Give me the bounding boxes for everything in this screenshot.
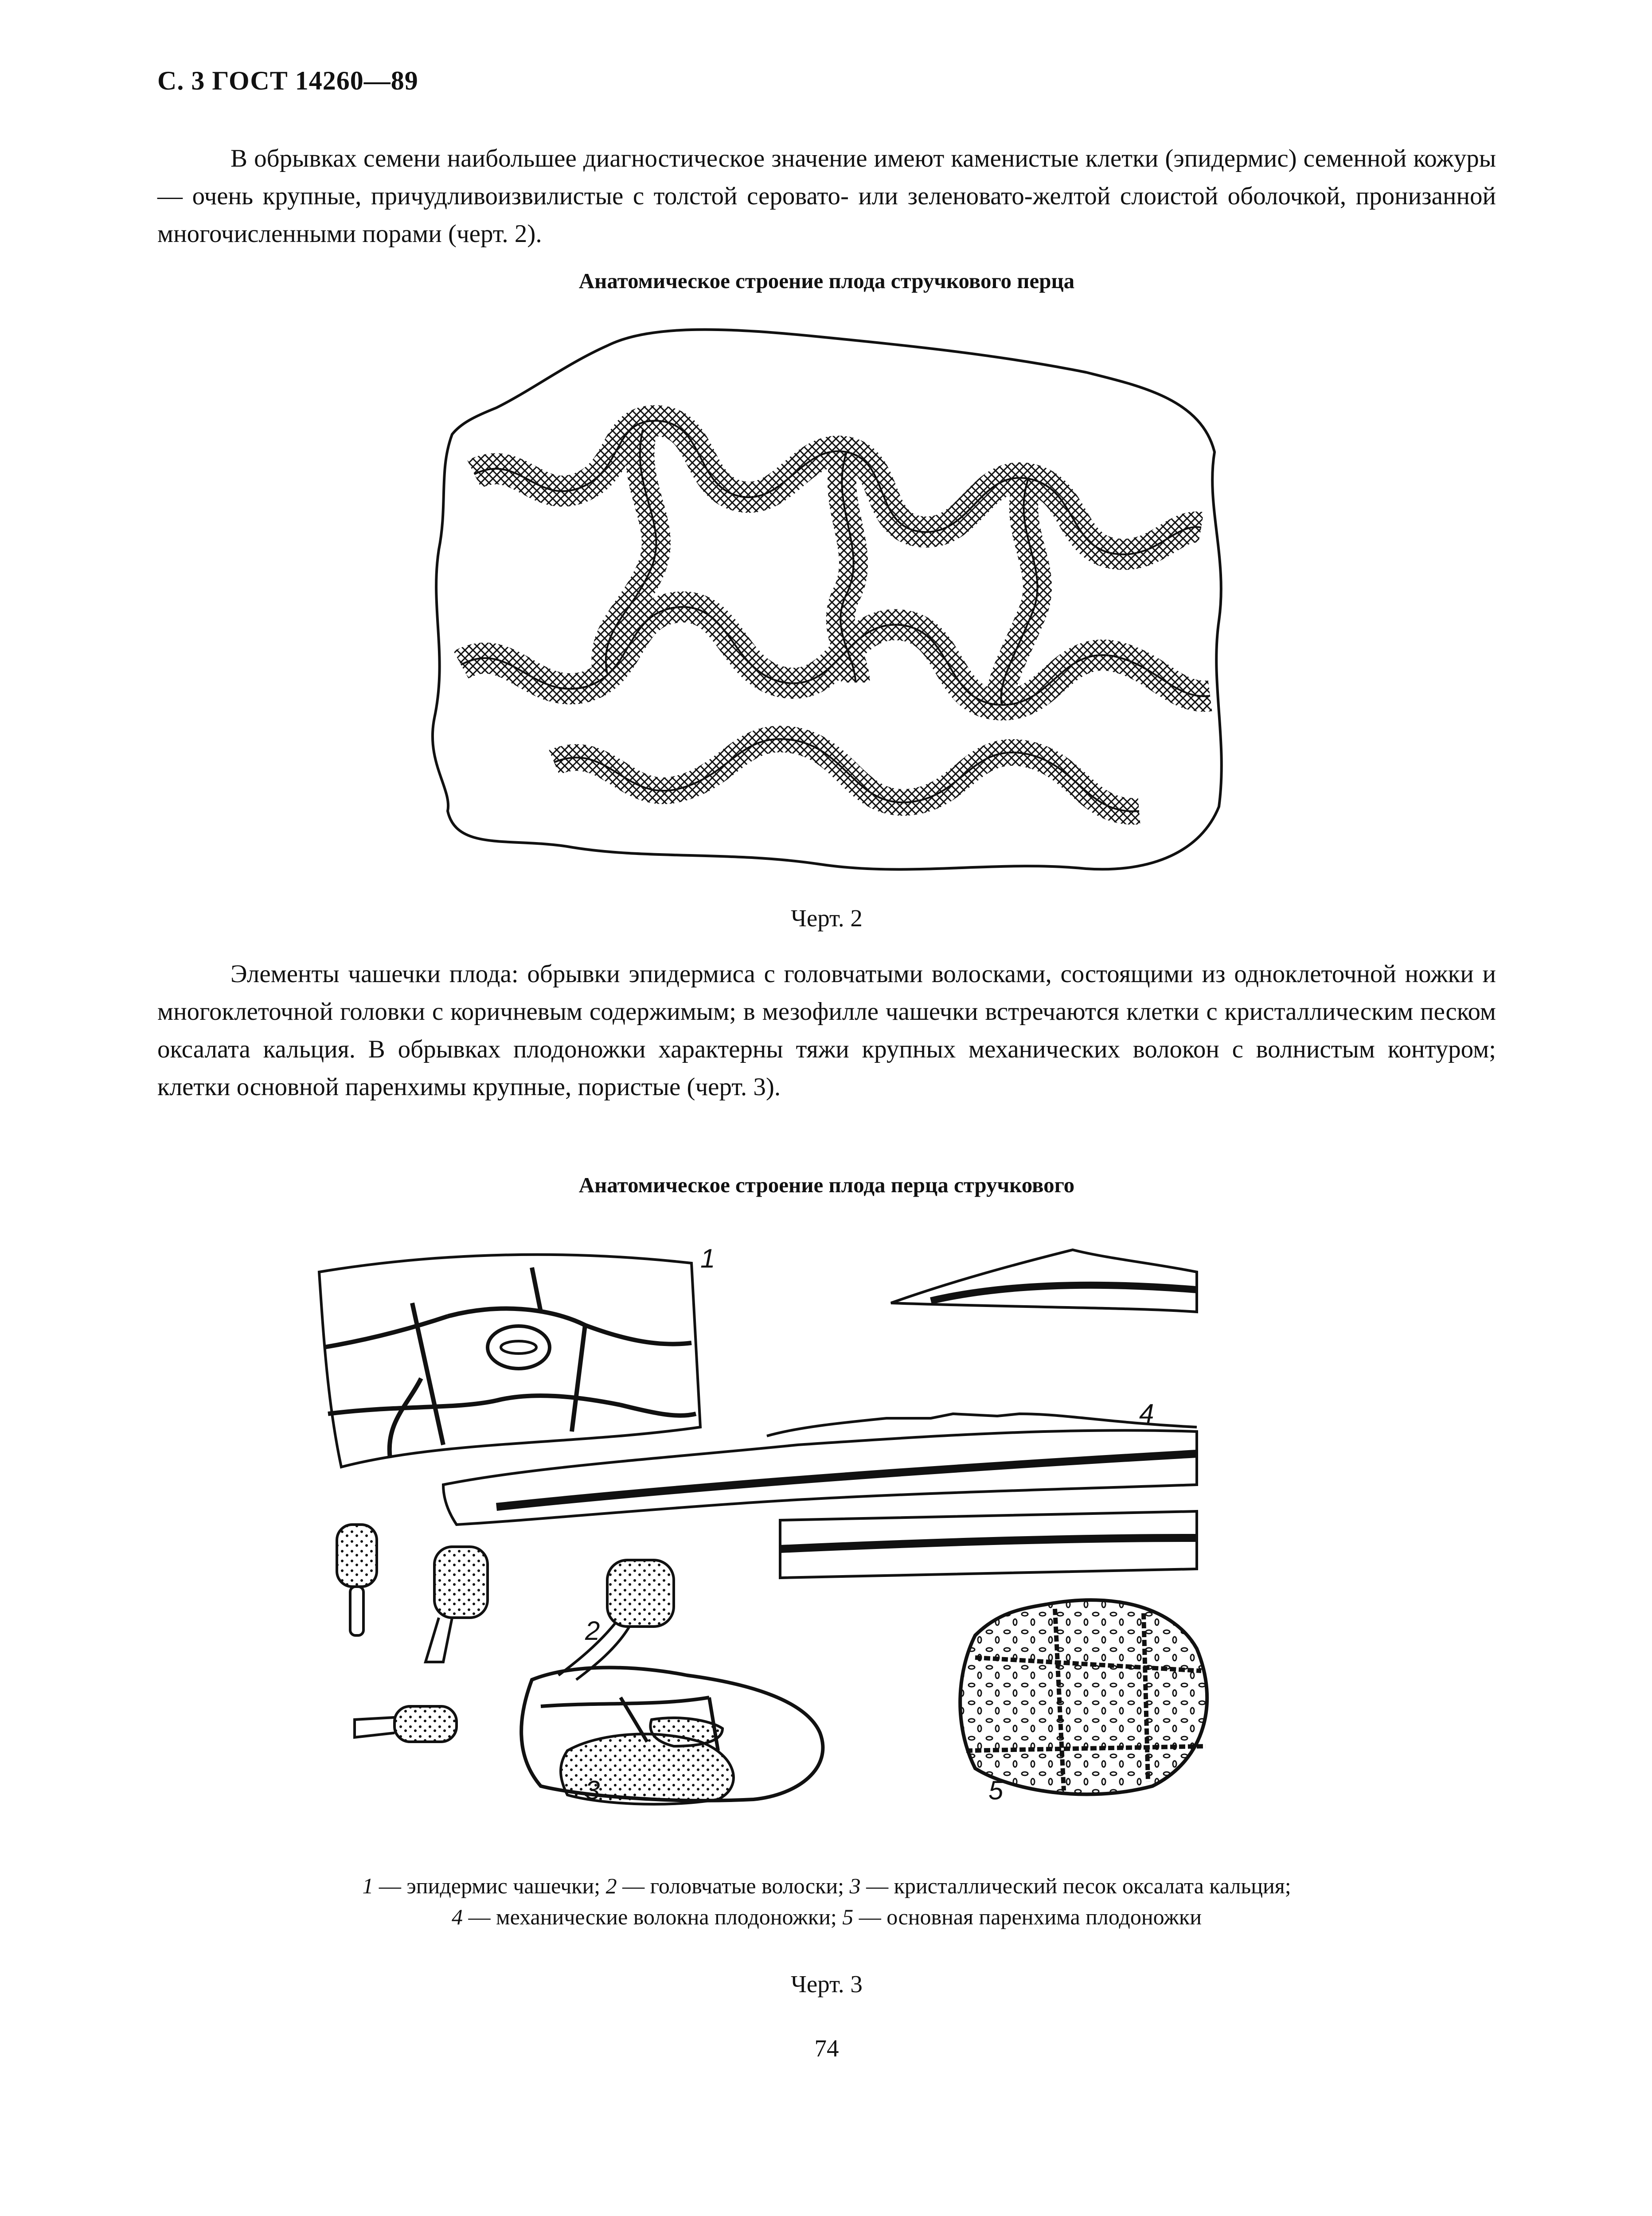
label-1: 1 (700, 1244, 715, 1273)
mechanical-fibers (443, 1414, 1197, 1578)
legend-text-1: — эпидермис чашечки; (373, 1873, 606, 1898)
figure-3-caption: Черт. 3 (791, 1970, 863, 1998)
calcium-oxalate-cells (521, 1668, 823, 1804)
legend-number-3: 3 (849, 1873, 861, 1898)
paragraph-calyx-elements: Элементы чашечки плода: обрывки эпидермиса с головчатыми волосками, состоящими из одноклеточной ножки и многоклеточной головки с коричневым содержимым; в мезофилле чашечки встречаются клетки с кристаллическим песком оксалата кальция. В обрывках плодоножки характерны тяжи крупных механических волокон с волнистым контуром; клетки основной паренхимы крупные, пористые (черт. 3). (157, 960, 1496, 1101)
page-header: С. 3 ГОСТ 14260—89 (157, 66, 418, 95)
legend-text-5: — основная паренхима плодоножки (853, 1904, 1202, 1929)
paragraph-stone-cells: В обрывках семени наибольшее диагностическое значение имеют каменистые клетки (эпидермис) семенной кожуры — очень крупные, причудливоизвилистые с толстой серовато- или зеленовато-желтой слоистой оболочкой, пронизанной многочисленными порами (черт. 2). (157, 144, 1496, 248)
ground-parenchyma (960, 1600, 1207, 1794)
figure-3-drawing (310, 1237, 1374, 1826)
stomata-icon (488, 1326, 550, 1369)
legend-number-5: 5 (842, 1904, 854, 1929)
label-5: 5 (988, 1775, 1004, 1805)
figure-2-caption: Черт. 2 (791, 905, 863, 932)
label-4: 4 (1139, 1399, 1154, 1428)
label-3: 3 (585, 1775, 600, 1805)
legend-text-2: — головчатые волоски; (617, 1873, 850, 1898)
legend-text-4: — механические волокна плодоножки; (463, 1904, 843, 1929)
figure-2-drawing (421, 319, 1241, 886)
calyx-epidermis (319, 1255, 700, 1467)
figure-3-title: Анатомическое строение плода перца стручкового (578, 1173, 1075, 1197)
legend-text-3: — кристаллический песок оксалата кальция; (860, 1873, 1291, 1898)
label-2: 2 (585, 1616, 600, 1646)
page-number: 74 (814, 2035, 839, 2062)
figure-2-title: Анатомическое строение плода стручкового перца (578, 269, 1075, 293)
legend-number-4: 4 (452, 1904, 463, 1929)
figure-3-legend (157, 1870, 1496, 1932)
cell-wall-4 (554, 739, 1139, 811)
legend-line-2 (157, 1901, 1496, 1932)
legend-number-2: 2 (605, 1873, 617, 1898)
legend-line-1 (157, 1870, 1496, 1901)
capitate-hairs (337, 1525, 674, 1742)
legend-number-1: 1 (362, 1873, 374, 1898)
